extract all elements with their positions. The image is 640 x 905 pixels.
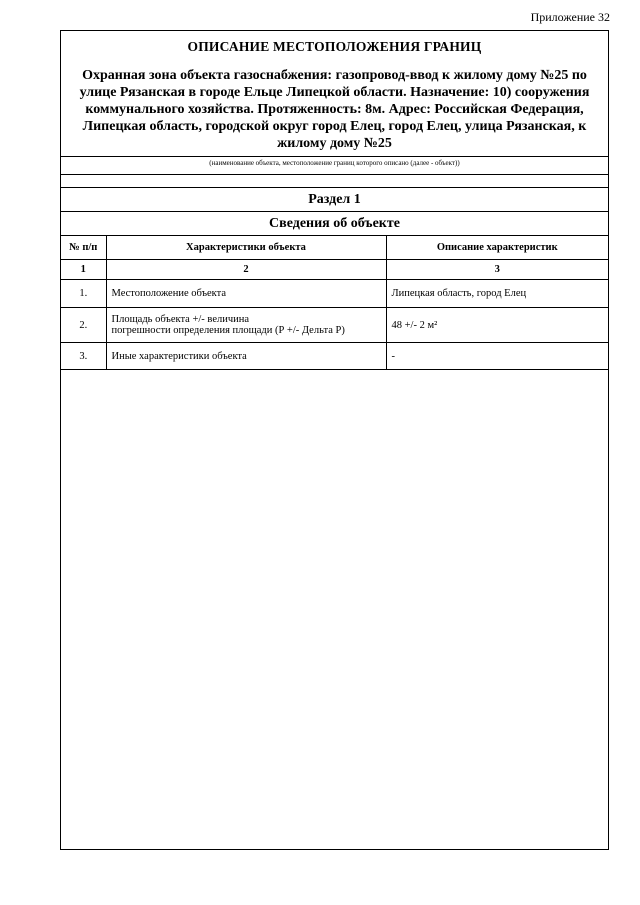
object-caption: (наименование объекта, местоположение границ которого описано (далее - объект))	[61, 157, 608, 175]
section-title: Раздел 1	[61, 188, 608, 212]
column-number: 1	[61, 260, 106, 280]
page-title: ОПИСАНИЕ МЕСТОПОЛОЖЕНИЯ ГРАНИЦ	[187, 39, 482, 54]
object-name	[67, 67, 602, 152]
row-number: 3.	[61, 343, 106, 370]
object-name-line: Охранная зона объекта газоснабжения: газопровод-ввод к жилому дому №25 по	[82, 68, 587, 83]
row-description: Липецкая область, город Елец	[386, 280, 608, 308]
table-row	[61, 308, 608, 343]
characteristic-line: погрешности определения площади (Р +/- Дельта Р)	[111, 325, 345, 336]
table-row	[61, 280, 608, 308]
header-number: № п/п	[61, 236, 106, 260]
table-header-row	[61, 236, 608, 260]
characteristic-line: Площадь объекта +/- величина	[111, 314, 250, 325]
row-description: 48 +/- 2 м²	[386, 308, 608, 343]
object-name-line: коммунального хозяйства. Протяженность: 8м. Адрес: Российская Федерация,	[85, 102, 584, 117]
appendix-label: Приложение 32	[530, 10, 610, 24]
document-frame	[60, 30, 609, 850]
characteristic-line: Иные характеристики объекта	[111, 350, 247, 362]
row-number: 2.	[61, 308, 106, 343]
row-characteristic	[106, 343, 386, 370]
section-subtitle: Сведения об объекте	[61, 212, 608, 236]
row-characteristic	[106, 308, 386, 343]
spacer-row	[61, 175, 608, 188]
header-characteristic: Характеристики объекта	[106, 236, 386, 260]
characteristic-line: Местоположение объекта	[111, 288, 227, 299]
object-name-line: Липецкая область, городской округ город Елец, город Елец, улица Рязанская, к	[82, 119, 587, 134]
column-number-row	[61, 260, 608, 280]
table-row	[61, 343, 608, 370]
row-description: -	[386, 343, 608, 370]
header-description: Описание характеристик	[386, 236, 608, 260]
column-number: 2	[106, 260, 386, 280]
object-info-table	[61, 236, 608, 370]
row-number: 1.	[61, 280, 106, 308]
row-characteristic	[106, 280, 386, 308]
object-name-line: улице Рязанская в городе Ельце Липецкой области. Назначение: 10) сооружения	[79, 85, 590, 100]
header-block	[61, 31, 608, 157]
object-name-line: жилому дому №25	[277, 136, 392, 151]
column-number: 3	[386, 260, 608, 280]
